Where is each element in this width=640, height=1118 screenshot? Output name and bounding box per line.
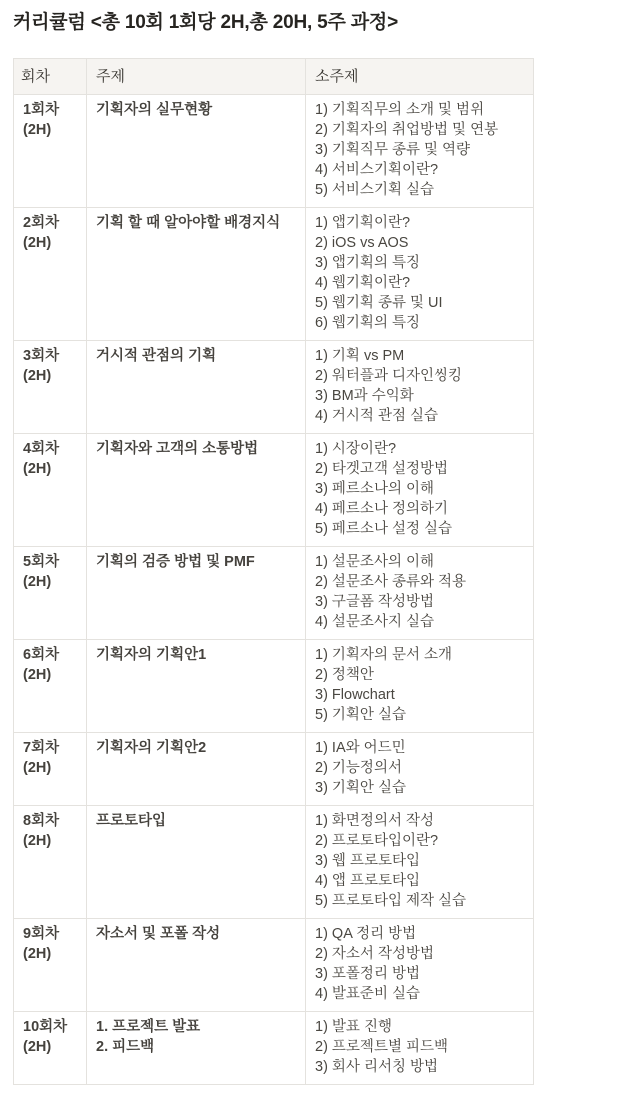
subtopic-cell [306, 95, 534, 208]
topic-line: 자소서 및 포폴 작성 [96, 926, 221, 942]
subtopic-cell [306, 919, 534, 1012]
table-row [14, 341, 534, 434]
subtopic-line: 4) 거시적 관점 실습 [315, 408, 439, 424]
subtopic-cell [306, 434, 534, 547]
session-number: 7회차 [23, 740, 60, 756]
session-cell [14, 341, 87, 434]
col-header-topic: 주제 [87, 59, 306, 95]
subtopic-line: 3) 기획안 실습 [315, 780, 406, 796]
session-cell [14, 640, 87, 733]
subtopic-line: 2) 기획자의 취업방법 및 연봉 [315, 122, 499, 138]
topic-line: 1. 프로젝트 발표 [96, 1019, 201, 1035]
page-title: 커리큘럼 <총 10회 1회당 2H,총 20H, 5주 과정> [13, 12, 398, 33]
session-hours: (2H) [23, 1039, 52, 1055]
table-row [14, 640, 534, 733]
session-cell [14, 733, 87, 806]
session-number: 8회차 [23, 813, 60, 829]
session-cell [14, 434, 87, 547]
subtopic-line: 3) 포폴정리 방법 [315, 966, 420, 982]
session-hours: (2H) [23, 667, 52, 683]
subtopic-line: 1) 발표 진행 [315, 1019, 392, 1035]
subtopic-line: 1) 앱기획이란? [315, 215, 411, 231]
session-hours: (2H) [23, 760, 52, 776]
table-row [14, 208, 534, 341]
table-row [14, 95, 534, 208]
topic-cell [87, 547, 306, 640]
subtopic-line: 3) BM과 수익화 [315, 388, 414, 404]
subtopic-line: 6) 웹기획의 특징 [315, 315, 420, 331]
subtopic-line: 3) Flowchart [315, 687, 395, 703]
topic-cell [87, 341, 306, 434]
session-number: 5회차 [23, 554, 60, 570]
col-header-session: 회차 [14, 59, 87, 95]
subtopic-line: 1) 시장이란? [315, 441, 397, 457]
table-row [14, 806, 534, 919]
subtopic-line: 3) 회사 리서칭 방법 [315, 1059, 439, 1075]
topic-cell [87, 1012, 306, 1085]
subtopic-line: 5) 프로토타입 제작 실습 [315, 893, 467, 909]
topic-line: 기획의 검증 방법 및 PMF [96, 554, 255, 570]
subtopic-cell [306, 733, 534, 806]
session-number: 9회차 [23, 926, 60, 942]
topic-cell [87, 95, 306, 208]
topic-cell [87, 733, 306, 806]
subtopic-line: 1) 기획 vs PM [315, 348, 405, 364]
subtopic-line: 2) 워터플과 디자인씽킹 [315, 368, 463, 384]
subtopic-line: 1) 화면정의서 작성 [315, 813, 434, 829]
session-number: 4회차 [23, 441, 60, 457]
subtopic-cell [306, 208, 534, 341]
session-hours: (2H) [23, 368, 52, 384]
session-hours: (2H) [23, 122, 52, 138]
table-row [14, 919, 534, 1012]
session-cell [14, 208, 87, 341]
subtopic-line: 5) 기획안 실습 [315, 707, 406, 723]
subtopic-cell [306, 547, 534, 640]
subtopic-line: 2) 프로젝트별 피드백 [315, 1039, 449, 1055]
topic-line: 기획자와 고객의 소통방법 [96, 441, 259, 457]
session-number: 10회차 [23, 1019, 68, 1035]
session-hours: (2H) [23, 833, 52, 849]
subtopic-line: 5) 서비스기획 실습 [315, 182, 434, 198]
subtopic-cell [306, 640, 534, 733]
topic-line: 2. 피드백 [96, 1039, 155, 1055]
table-row [14, 1012, 534, 1085]
topic-line: 기획자의 실무현황 [96, 102, 213, 118]
subtopic-line: 3) 웹 프로토타입 [315, 853, 420, 869]
subtopic-cell [306, 806, 534, 919]
session-hours: (2H) [23, 461, 52, 477]
subtopic-line: 5) 웹기획 종류 및 UI [315, 295, 443, 311]
subtopic-line: 4) 설문조사지 실습 [315, 614, 434, 630]
table-row [14, 733, 534, 806]
subtopic-line: 1) 기획직무의 소개 및 범위 [315, 102, 485, 118]
subtopic-line: 4) 앱 프로토타입 [315, 873, 420, 889]
col-header-subtopic: 소주제 [306, 59, 534, 95]
subtopic-line: 3) 기획직무 종류 및 역량 [315, 142, 471, 158]
table-row [14, 547, 534, 640]
subtopic-line: 2) 프로토타입이란? [315, 833, 439, 849]
subtopic-line: 2) 설문조사 종류와 적용 [315, 574, 467, 590]
topic-line: 기획자의 기획안1 [96, 647, 207, 663]
session-number: 3회차 [23, 348, 60, 364]
subtopic-line: 1) 기획자의 문서 소개 [315, 647, 453, 663]
topic-cell [87, 434, 306, 547]
subtopic-line: 2) 기능정의서 [315, 760, 402, 776]
subtopic-line: 3) 페르소나의 이해 [315, 481, 434, 497]
session-cell [14, 806, 87, 919]
session-cell [14, 547, 87, 640]
session-hours: (2H) [23, 574, 52, 590]
subtopic-cell [306, 1012, 534, 1085]
session-number: 2회차 [23, 215, 60, 231]
subtopic-line: 1) 설문조사의 이해 [315, 554, 434, 570]
topic-line: 거시적 관점의 기획 [96, 348, 217, 364]
subtopic-line: 3) 앱기획의 특징 [315, 255, 420, 271]
subtopic-line: 2) iOS vs AOS [315, 235, 409, 251]
topic-cell [87, 919, 306, 1012]
header-row [14, 59, 534, 95]
topic-line: 프로토타입 [96, 813, 167, 829]
session-cell [14, 95, 87, 208]
topic-cell [87, 806, 306, 919]
session-number: 1회차 [23, 102, 60, 118]
table-row [14, 434, 534, 547]
subtopic-line: 4) 발표준비 실습 [315, 986, 420, 1002]
subtopic-line: 3) 구글폼 작성방법 [315, 594, 434, 610]
session-hours: (2H) [23, 235, 52, 251]
subtopic-line: 4) 웹기획이란? [315, 275, 411, 291]
subtopic-line: 1) QA 정리 방법 [315, 926, 417, 942]
curriculum-table [13, 58, 534, 1085]
topic-line: 기획 할 때 알아야할 배경지식 [96, 215, 281, 231]
subtopic-line: 5) 페르소나 설정 실습 [315, 521, 453, 537]
session-hours: (2H) [23, 946, 52, 962]
curriculum-table-body [14, 95, 534, 1085]
subtopic-line: 2) 정책안 [315, 667, 374, 683]
topic-cell [87, 640, 306, 733]
subtopic-line: 2) 타겟고객 설정방법 [315, 461, 449, 477]
topic-cell [87, 208, 306, 341]
subtopic-line: 1) IA와 어드민 [315, 740, 406, 756]
session-cell [14, 919, 87, 1012]
subtopic-cell [306, 341, 534, 434]
session-cell [14, 1012, 87, 1085]
subtopic-line: 4) 서비스기획이란? [315, 162, 439, 178]
topic-line: 기획자의 기획안2 [96, 740, 207, 756]
subtopic-line: 4) 페르소나 정의하기 [315, 501, 449, 517]
subtopic-line: 2) 자소서 작성방법 [315, 946, 434, 962]
session-number: 6회차 [23, 647, 60, 663]
